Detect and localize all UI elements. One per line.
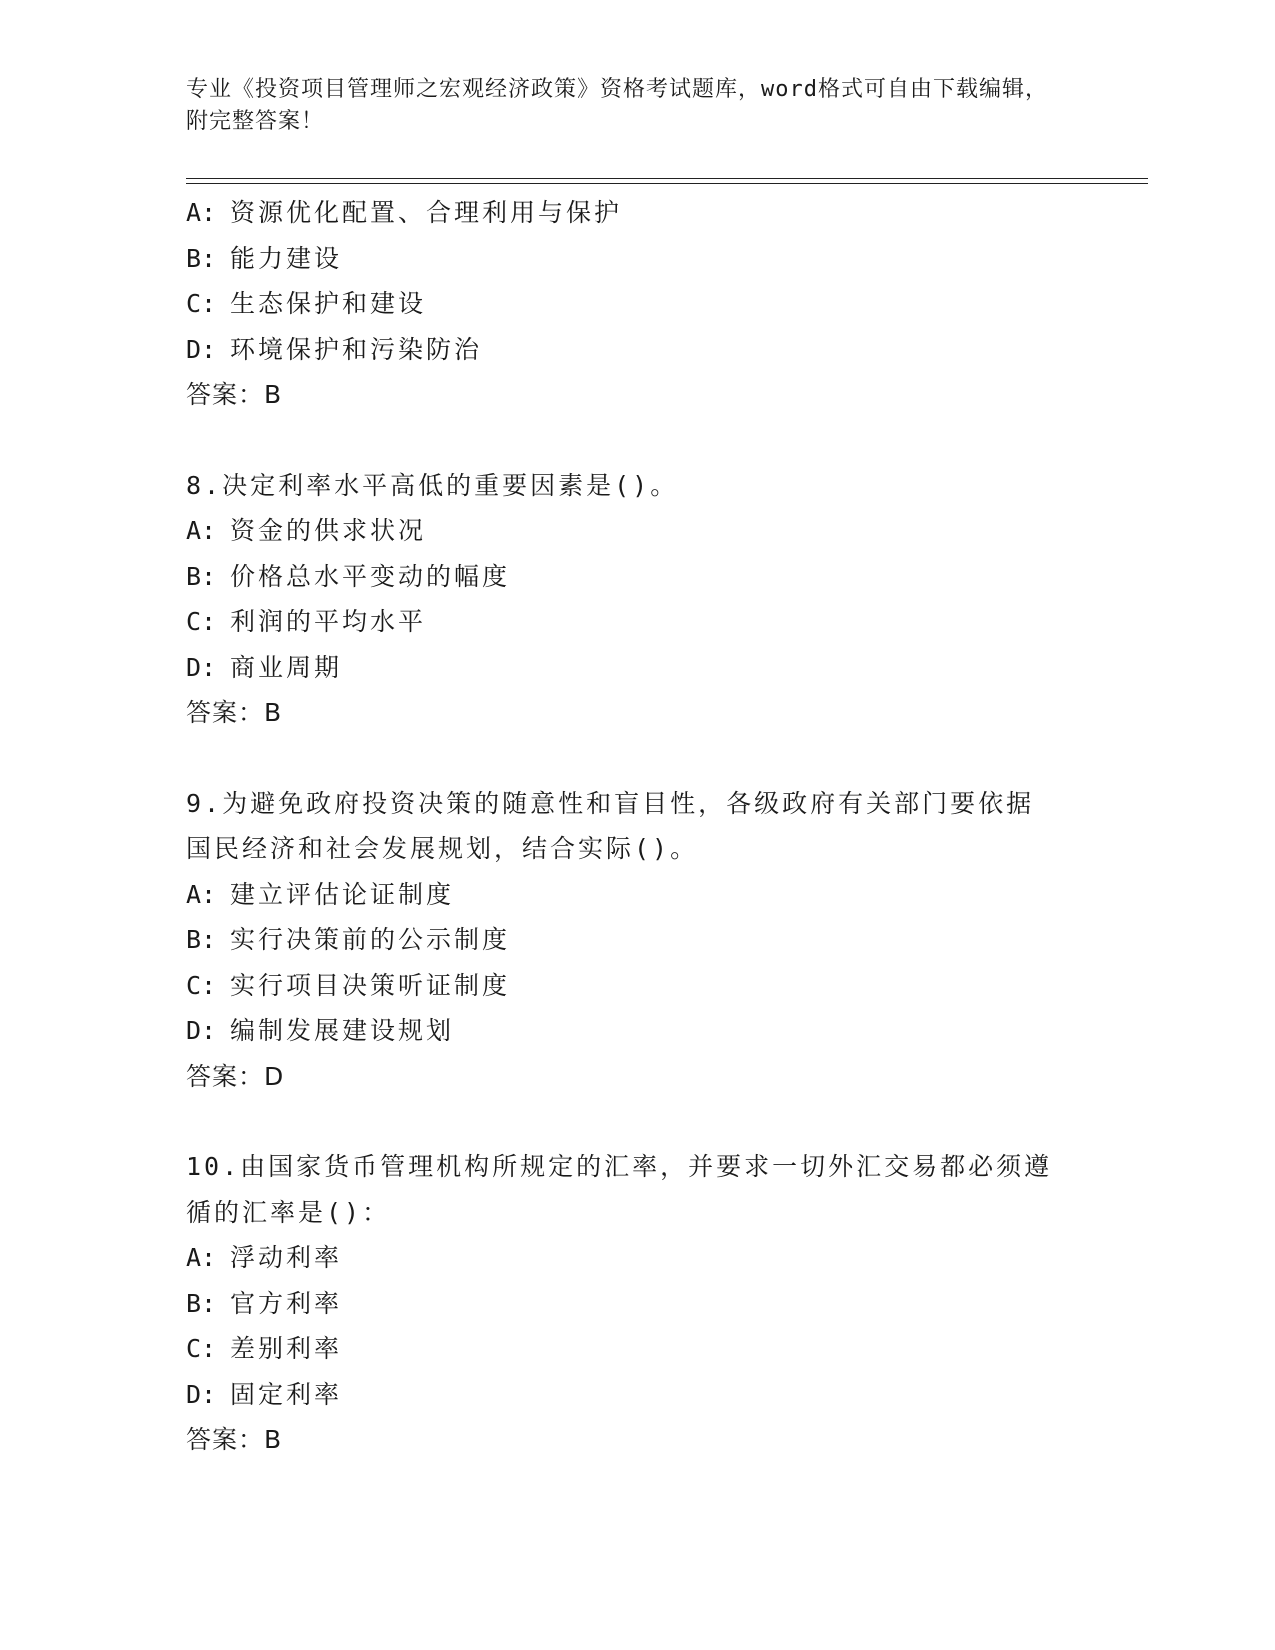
question-stem: 8.决定利率水平高低的重要因素是()。 bbox=[186, 470, 679, 500]
answer: 答案：B bbox=[186, 380, 283, 409]
option-a: A: 建立评估论证制度 bbox=[186, 879, 455, 909]
option-d: D: 编制发展建设规划 bbox=[186, 1016, 455, 1045]
question-stem: 10.由国家货币管理机构所规定的汇率，并要求一切外汇交易都必须遵 bbox=[186, 1152, 1053, 1181]
question-8 bbox=[186, 463, 1086, 736]
option-b: B: 价格总水平变动的幅度 bbox=[186, 561, 511, 591]
answer: 答案：D bbox=[186, 1061, 285, 1091]
question-list bbox=[186, 190, 1086, 1463]
document-header: 专业《投资项目管理师之宏观经济政策》资格考试题库，word格式可自由下载编辑，附完整答案！ bbox=[186, 77, 1048, 134]
option-a: A: 资金的供求状况 bbox=[186, 516, 427, 545]
question-10 bbox=[186, 1144, 1086, 1463]
option-a: A: 资源优化配置、合理利用与保护 bbox=[186, 198, 623, 227]
question-stem-continued: 循的汇率是()： bbox=[186, 1197, 391, 1227]
option-a: A: 浮动利率 bbox=[186, 1243, 343, 1272]
option-b: B: 实行决策前的公示制度 bbox=[186, 925, 511, 954]
answer: 答案：B bbox=[186, 698, 283, 727]
option-d: D: 固定利率 bbox=[186, 1379, 343, 1409]
header-rule-bottom bbox=[186, 183, 1148, 184]
option-c: C: 实行项目决策听证制度 bbox=[186, 970, 511, 1000]
option-c: C: 利润的平均水平 bbox=[186, 607, 427, 636]
option-d: D: 商业周期 bbox=[186, 652, 343, 682]
header-rule-top bbox=[186, 178, 1148, 179]
question-stem: 9.为避免政府投资决策的随意性和盲目性，各级政府有关部门要依据 bbox=[186, 788, 1035, 818]
answer: 答案：B bbox=[186, 1425, 283, 1454]
option-d: D: 环境保护和污染防治 bbox=[186, 334, 483, 364]
option-c: C: 差别利率 bbox=[186, 1334, 343, 1363]
option-b: B: 官方利率 bbox=[186, 1288, 343, 1318]
question-9 bbox=[186, 781, 1086, 1100]
question-stem-continued: 国民经济和社会发展规划，结合实际()。 bbox=[186, 834, 699, 863]
option-c: C: 生态保护和建设 bbox=[186, 289, 427, 318]
question-partial bbox=[186, 190, 1086, 418]
option-b: B: 能力建设 bbox=[186, 243, 343, 273]
